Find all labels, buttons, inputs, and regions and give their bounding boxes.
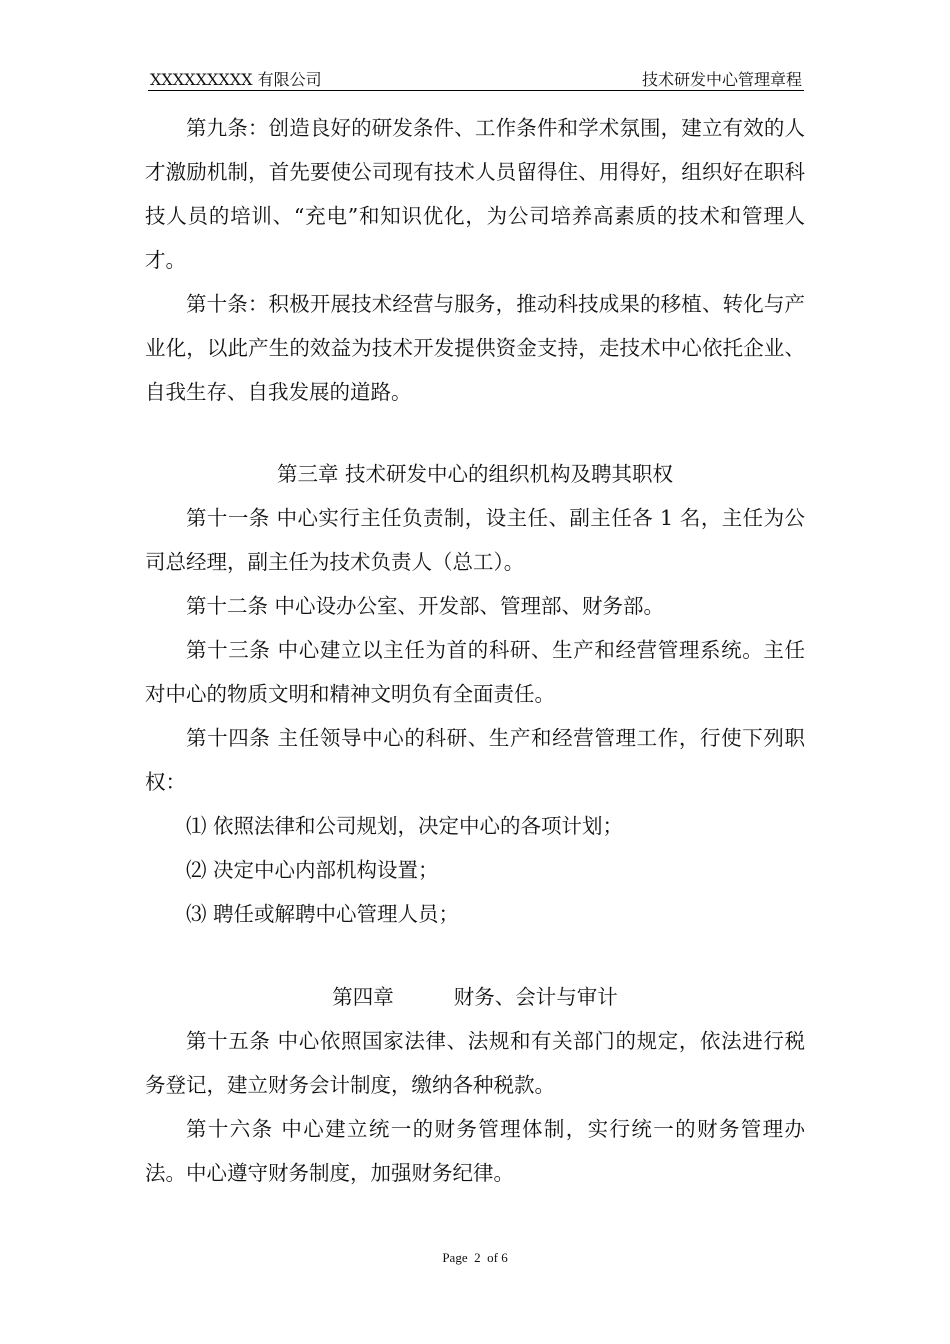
article-10: 第十条：积极开展技术经营与服务，推动科技成果的移植、转化与产业化，以此产生的效益为技术开发提供资金支持，走技术中心依托企业、自我生存、自我发展的道路。 [145,292,805,404]
header-company: XXXXXXXXX 有限公司 [150,70,322,89]
list-item-1: ⑴ 依照法律和公司规划，决定中心的各项计划； [186,814,624,838]
chapter-4-number: 第四章 [332,985,394,1009]
chapter-4-heading [145,975,805,1019]
header-document-title: 技术研发中心管理章程 [641,70,802,89]
article-15: 第十五条 中心依照国家法律、法规和有关部门的规定，依法进行税务登记，建立财务会计制度，缴纳各种税款。 [145,1029,805,1097]
footer-page-label: Page [442,1250,468,1265]
chapter-4-title: 财务、会计与审计 [453,985,618,1009]
list-item-3: ⑶ 聘任或解聘中心管理人员； [186,902,460,926]
footer-page-number: 2 [474,1250,481,1265]
article-12: 第十二条 中心设办公室、开发部、管理部、财务部。 [186,594,665,618]
article-11: 第十一条 中心实行主任负责制，设主任、副主任各 1 名，主任为公司总经理，副主任为技术负责人（总工）。 [145,506,805,574]
chapter-3-heading: 第三章 技术研发中心的组织机构及聘其职权 [276,462,673,486]
article-13: 第十三条 中心建立以主任为首的科研、生产和经营管理系统。主任对中心的物质文明和精神文明负有全面责任。 [145,638,805,706]
article-9: 第九条：创造良好的研发条件、工作条件和学术氛围，建立有效的人才激励机制，首先要使公司现有技术人员留得住、用得好，组织好在职科技人员的培训、“充电”和知识优化，为公司培养高素质的技术和管理人才。 [145,116,805,272]
footer-total-pages: 6 [501,1250,508,1265]
page-header [148,64,804,91]
article-14: 第十四条 主任领导中心的科研、生产和经营管理工作，行使下列职权： [145,726,805,794]
article-16: 第十六条 中心建立统一的财务管理体制，实行统一的财务管理办法。中心遵守财务制度，加强财务纪律。 [145,1117,805,1185]
page-footer [0,1250,950,1266]
list-item-2: ⑵ 决定中心内部机构设置； [186,858,439,882]
footer-of-label: of [487,1250,498,1265]
